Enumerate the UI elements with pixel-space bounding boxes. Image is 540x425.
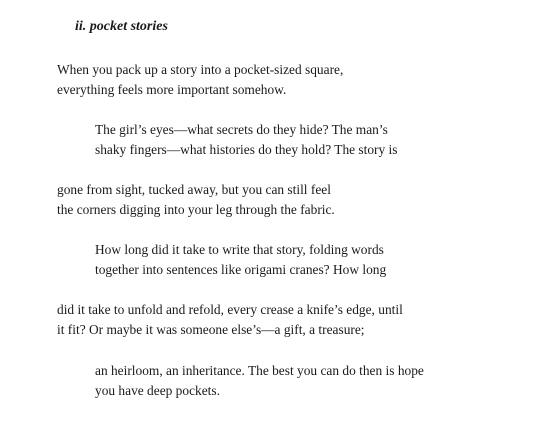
poem-line: When you pack up a story into a pocket-sized square, — [57, 62, 344, 77]
poem-line: shaky fingers—what histories do they hold? The story is — [95, 142, 398, 157]
stanza-2 — [95, 120, 398, 160]
poem-line: gone from sight, tucked away, but you can still feel — [57, 182, 331, 197]
stanza-5 — [57, 300, 403, 340]
poem-line: an heirloom, an inheritance. The best you can do then is hope — [95, 363, 424, 378]
stanza-1 — [57, 60, 343, 100]
poem-title: ii. pocket stories — [75, 19, 168, 34]
poem-line: did it take to unfold and refold, every crease a knife’s edge, until — [57, 302, 403, 317]
poem-line: everything feels more important somehow. — [57, 82, 287, 97]
poem-line: together into sentences like origami cranes? How long — [95, 262, 387, 277]
stanza-3 — [57, 180, 335, 220]
poem-line: it fit? Or maybe it was someone else’s—a gift, a treasure; — [57, 322, 365, 337]
poem-line: you have deep pockets. — [95, 383, 220, 398]
poem-line: The girl’s eyes—what secrets do they hide? The man’s — [95, 122, 388, 137]
stanza-4 — [95, 240, 386, 280]
stanza-6 — [95, 361, 424, 401]
poem-line: the corners digging into your leg through the fabric. — [57, 202, 335, 217]
poem-line: How long did it take to write that story, folding words — [95, 242, 384, 257]
